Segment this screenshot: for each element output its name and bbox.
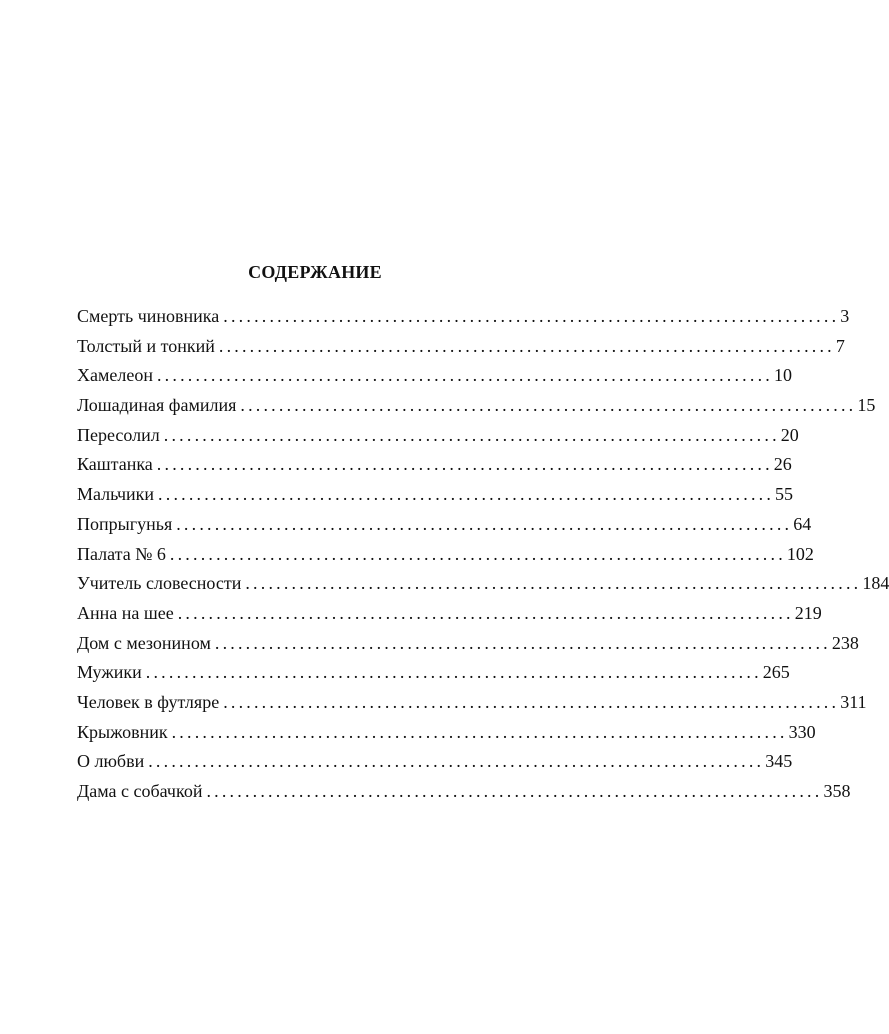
toc-entry (77, 632, 859, 662)
toc-entry (77, 780, 851, 810)
page-title: СОДЕРЖАНИЕ (248, 262, 382, 282)
toc-entry-page: 345 (765, 751, 793, 772)
toc-entry (77, 543, 814, 573)
toc-entry-page: 15 (857, 395, 876, 416)
toc-entry (77, 335, 845, 365)
dot-leader: ................................................................................ (214, 632, 831, 653)
dot-leader: ................................................................................ (223, 691, 840, 712)
toc-entry-page: 311 (840, 691, 867, 712)
dot-leader: ................................................................................ (245, 573, 862, 594)
dot-leader: ................................................................................ (218, 335, 835, 356)
toc-entry-title: Крыжовник (77, 721, 168, 742)
dot-leader: ................................................................................ (169, 543, 786, 564)
toc-entry-page: 20 (780, 424, 799, 445)
toc-entry-title: Каштанка (77, 454, 153, 475)
toc-entry-title: Дама с собачкой (77, 781, 203, 801)
toc-entry-title: Лошадиная фамилия (77, 395, 237, 416)
toc-entry-title: Попрыгунья (77, 513, 173, 534)
toc-entry (77, 305, 850, 335)
toc-entry-title: Анна на шее (77, 602, 174, 623)
toc-entry (77, 394, 876, 424)
toc-entry-title: Мальчики (77, 484, 155, 505)
toc-entry-page: 7 (835, 335, 845, 356)
toc-list (77, 305, 889, 810)
toc-entry-page: 330 (788, 721, 816, 742)
toc-entry-page: 102 (786, 543, 814, 564)
toc-entry-title: Толстый и тонкий (77, 335, 215, 356)
toc-entry (77, 691, 867, 721)
toc-entry (77, 572, 889, 602)
dot-leader: ................................................................................ (240, 395, 857, 416)
dot-leader: ................................................................................ (223, 306, 840, 326)
dot-leader: ................................................................................ (156, 365, 773, 386)
toc-entry-title: О любви (77, 751, 145, 772)
toc-entry (77, 750, 793, 780)
toc-entry-title: Смерть чиновника (77, 306, 220, 326)
toc-entry-page: 10 (773, 365, 792, 386)
dot-leader: ................................................................................ (145, 662, 762, 683)
toc-entry-title: Пересолил (77, 424, 160, 445)
dot-leader: ................................................................................ (176, 513, 793, 534)
dot-leader: ................................................................................ (156, 454, 773, 475)
toc-entry-page: 358 (823, 781, 851, 801)
toc-entry-title: Учитель словесности (77, 573, 242, 594)
toc-entry-page: 219 (794, 602, 822, 623)
dot-leader: ................................................................................ (206, 781, 823, 801)
toc-entry (77, 453, 792, 483)
toc-entry (77, 721, 816, 751)
toc-entry-title: Человек в футляре (77, 691, 220, 712)
toc-entry-page: 184 (862, 573, 889, 594)
toc-entry-page: 3 (840, 306, 850, 326)
toc-entry-title: Мужики (77, 662, 142, 683)
toc-entry (77, 602, 822, 632)
toc-entry-page: 265 (762, 662, 790, 683)
toc-entry-page: 64 (793, 513, 812, 534)
toc-entry (77, 424, 799, 454)
table-of-contents (77, 262, 889, 810)
dot-leader: ................................................................................ (163, 424, 780, 445)
dot-leader: ................................................................................ (171, 721, 788, 742)
toc-entry (77, 513, 812, 543)
dot-leader: ................................................................................ (148, 751, 765, 772)
dot-leader: ................................................................................ (177, 602, 794, 623)
toc-entry-title: Хамелеон (77, 365, 153, 386)
toc-entry-page: 55 (775, 484, 794, 505)
toc-entry-page: 238 (831, 632, 859, 653)
toc-entry-title: Палата № 6 (77, 543, 166, 564)
toc-entry-title: Дом с мезонином (77, 632, 211, 653)
toc-entry-page: 26 (773, 454, 792, 475)
toc-entry (77, 661, 790, 691)
toc-entry (77, 483, 794, 513)
dot-leader: ................................................................................ (158, 484, 775, 505)
toc-entry (77, 364, 792, 394)
